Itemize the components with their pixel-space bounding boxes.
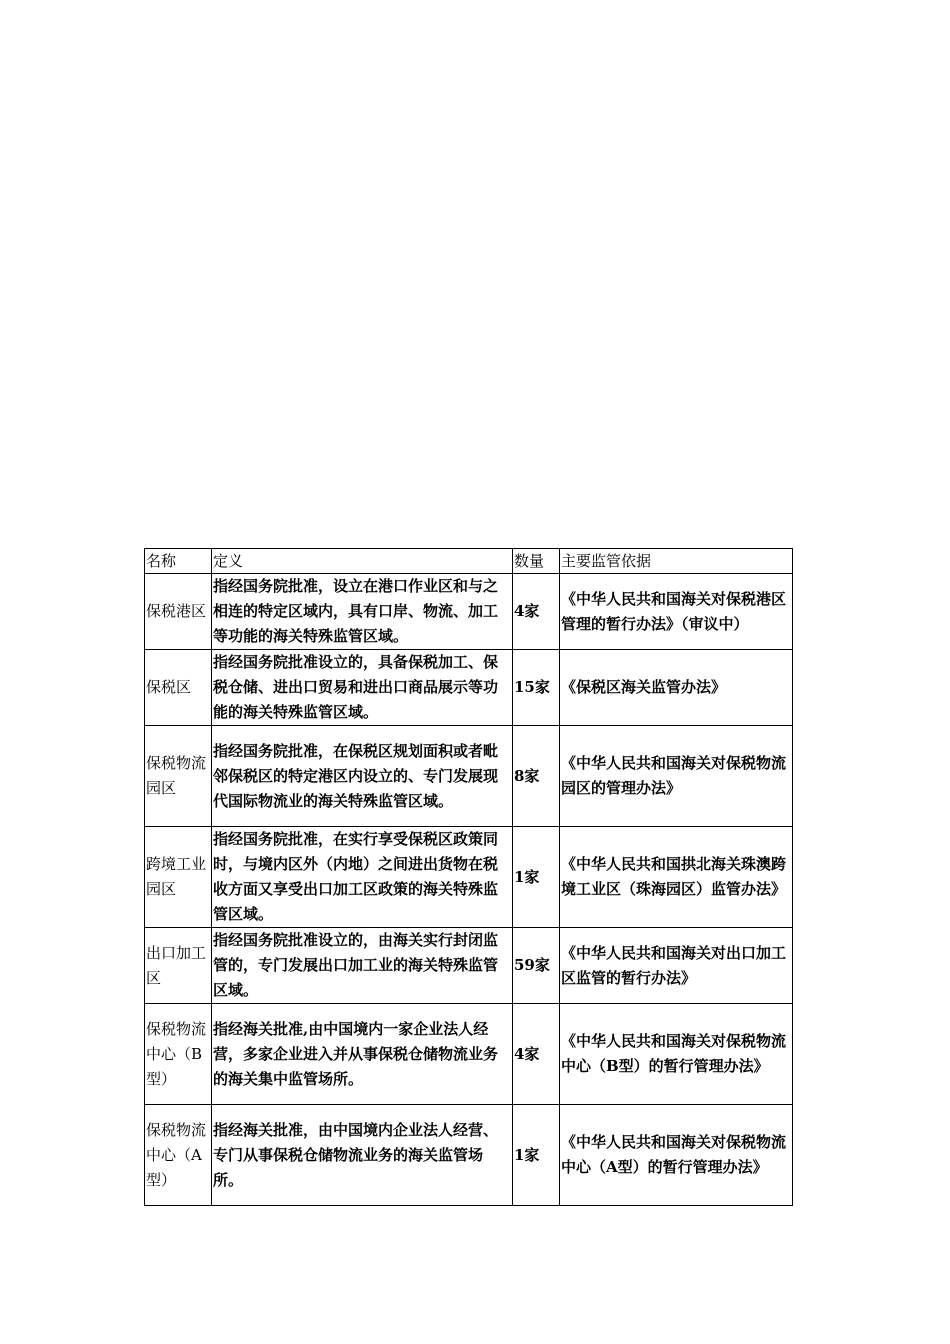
header-basis: 主要监管依据 [560, 549, 793, 574]
cell-name: 跨境工业园区 [145, 827, 212, 928]
cell-count: 8家 [513, 726, 560, 827]
cell-count: 59家 [513, 928, 560, 1004]
cell-count: 1家 [513, 1105, 560, 1206]
cell-basis: 《中华人民共和国拱北海关珠澳跨境工业区（珠海园区）监管办法》 [560, 827, 793, 928]
table-row [145, 928, 793, 1004]
table-row [145, 827, 793, 928]
cell-definition: 指经国务院批准设立的，具备保税加工、保税仓储、进出口贸易和进出口商品展示等功能的海关特殊监管区域。 [212, 650, 513, 726]
table-row [145, 1105, 793, 1206]
cell-basis: 《中华人民共和国海关对保税港区管理的暂行办法》（审议中） [560, 574, 793, 650]
header-count: 数量 [513, 549, 560, 574]
cell-count: 4家 [513, 574, 560, 650]
cell-name: 保税港区 [145, 574, 212, 650]
cell-definition: 指经国务院批准，在保税区规划面积或者毗邻保税区的特定港区内设立的、专门发展现代国际物流业的海关特殊监管区域。 [212, 726, 513, 827]
cell-name: 出口加工区 [145, 928, 212, 1004]
cell-count: 15家 [513, 650, 560, 726]
cell-name: 保税物流中心（A型） [145, 1105, 212, 1206]
table-row [145, 650, 793, 726]
special-zones-table [144, 548, 793, 1206]
table-row [145, 574, 793, 650]
cell-basis: 《保税区海关监管办法》 [560, 650, 793, 726]
cell-basis: 《中华人民共和国海关对保税物流中心（B型）的暂行管理办法》 [560, 1004, 793, 1105]
cell-definition: 指经国务院批准，在实行享受保税区政策同时，与境内区外（内地）之间进出货物在税收方面又享受出口加工区政策的海关特殊监管区域。 [212, 827, 513, 928]
cell-basis: 《中华人民共和国海关对出口加工区监管的暂行办法》 [560, 928, 793, 1004]
cell-count: 4家 [513, 1004, 560, 1105]
cell-count: 1家 [513, 827, 560, 928]
cell-basis: 《中华人民共和国海关对保税物流园区的管理办法》 [560, 726, 793, 827]
cell-definition: 指经国务院批准，设立在港口作业区和与之相连的特定区域内，具有口岸、物流、加工等功能的海关特殊监管区域。 [212, 574, 513, 650]
table-header-row [145, 549, 793, 574]
table-row [145, 1004, 793, 1105]
header-name: 名称 [145, 549, 212, 574]
cell-name: 保税区 [145, 650, 212, 726]
cell-basis: 《中华人民共和国海关对保税物流中心（A型）的暂行管理办法》 [560, 1105, 793, 1206]
cell-definition: 指经国务院批准设立的，由海关实行封闭监管的，专门发展出口加工业的海关特殊监管区域。 [212, 928, 513, 1004]
cell-name: 保税物流中心（B型） [145, 1004, 212, 1105]
cell-definition: 指经海关批准,由中国境内一家企业法人经营，多家企业进入并从事保税仓储物流业务的海关集中监管场所。 [212, 1004, 513, 1105]
table-row [145, 726, 793, 827]
header-definition: 定义 [212, 549, 513, 574]
cell-definition: 指经海关批准，由中国境内企业法人经营、专门从事保税仓储物流业务的海关监管场所。 [212, 1105, 513, 1206]
cell-name: 保税物流园区 [145, 726, 212, 827]
